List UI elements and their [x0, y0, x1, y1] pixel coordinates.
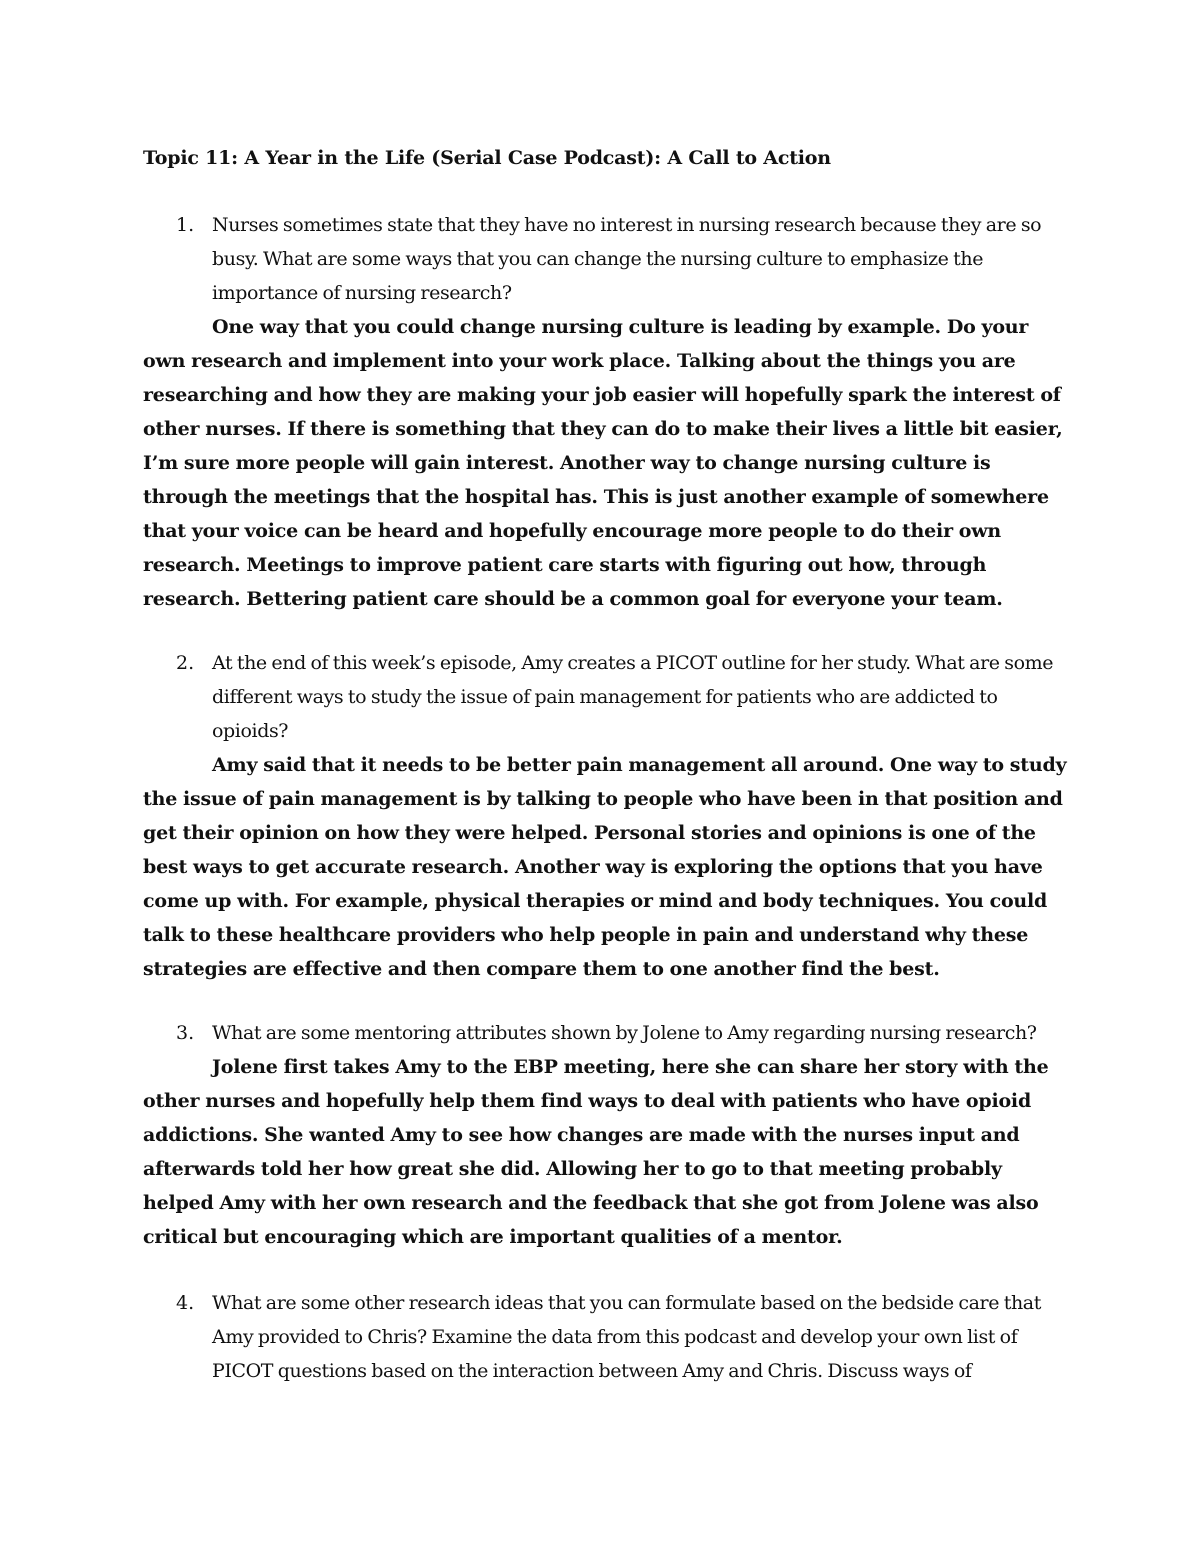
answer-text: Jolene first takes Amy to the EBP meeting, here she can share her story with the other nurses and hopefully help them find ways to deal with patients who have opioid addictions. She wanted Amy to see how changes are made with the nurses input and afterwards told her how great she did. Allowing her to go to that meeting probably helped Amy with her own research and the feedback that she got from Jolene was also critical but encouraging which are important qualities of a mentor. — [143, 1056, 1049, 1248]
item-number: 2. — [176, 652, 195, 674]
item-number: 1. — [176, 214, 195, 236]
document-title: Topic 11: A Year in the Life (Serial Case Podcast): A Call to Action — [143, 147, 831, 169]
list-item — [143, 208, 1073, 616]
question-text: What are some other research ideas that you can formulate based on the bedside care that Amy provided to Chris? Examine the data from this podcast and develop your own list of PICOT questions based on the interaction between Amy and Chris. Discuss ways of — [212, 1292, 1041, 1382]
answer-text: One way that you could change nursing culture is leading by example. Do your own research and implement into your work place. Talking about the things you are researching and how they are making your job easier will hopefully spark the interest of other nurses. If there is something that they can do to make their lives a little bit easier, I’m sure more people will gain interest. Another way to change nursing culture is through the meetings that the hospital has. This is just another example of somewhere that your voice can be heard and hopefully encourage more people to do their own research. Meetings to improve patient care starts with figuring out how, through research. Bettering patient care should be a common goal for everyone your team. — [143, 316, 1063, 610]
item-number: 3. — [176, 1022, 195, 1044]
question-text: At the end of this week’s episode, Amy creates a PICOT outline for her study. What are some different ways to study the issue of pain management for patients who are addicted to opioids? — [212, 652, 1054, 742]
list-item — [143, 646, 1073, 986]
list-item — [143, 1016, 1073, 1254]
question-text: What are some mentoring attributes shown by Jolene to Amy regarding nursing research? — [212, 1022, 1037, 1044]
list-item — [143, 1286, 1073, 1388]
question-text: Nurses sometimes state that they have no interest in nursing research because they are so busy. What are some ways that you can change the nursing culture to emphasize the importance of nursing research? — [212, 214, 1042, 304]
answer-text: Amy said that it needs to be better pain management all around. One way to study the issue of pain management is by talking to people who have been in that position and get their opinion on how they were helped. Personal stories and opinions is one of the best ways to get accurate research. Another way is exploring the options that you have come up with. For example, physical therapies or mind and body techniques. You could talk to these healthcare providers who help people in pain and understand why these strategies are effective and then compare them to one another find the best. — [143, 754, 1067, 980]
item-number: 4. — [176, 1292, 195, 1314]
